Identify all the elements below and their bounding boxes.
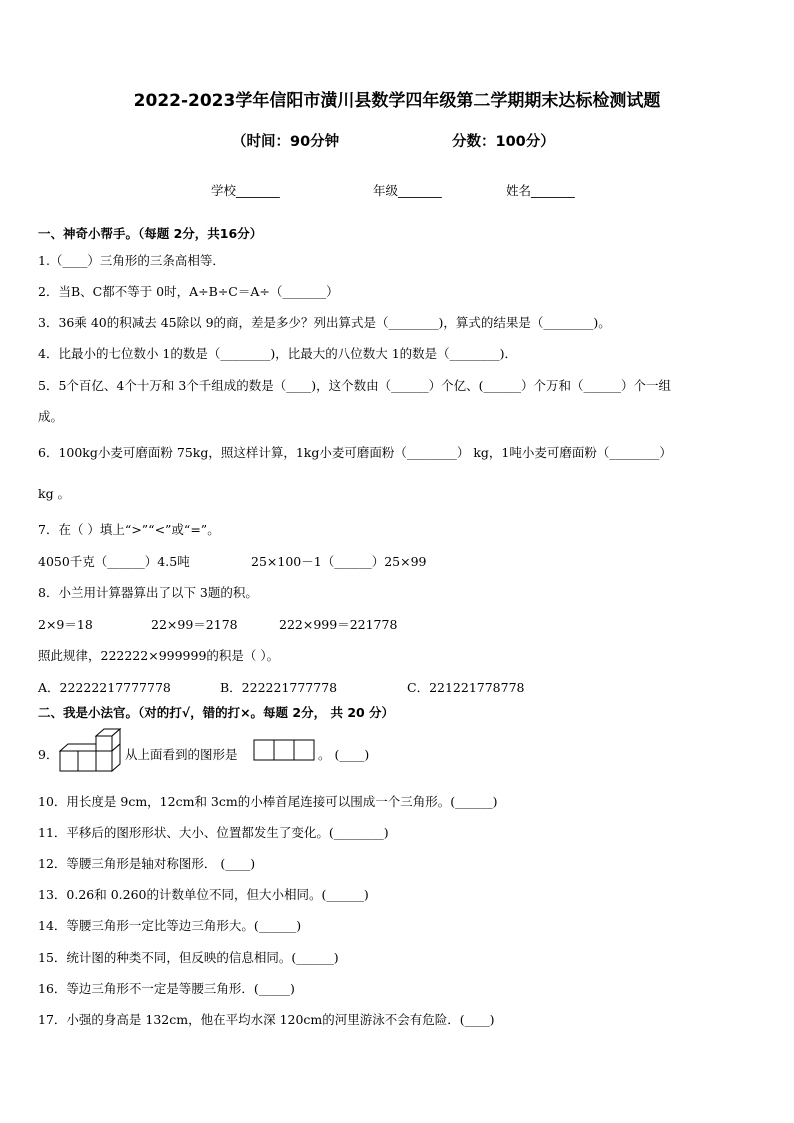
question-6-cont: kg 。: [38, 486, 71, 501]
question-8: 8．小兰用计算器算出了以下 3题的积。: [38, 585, 258, 600]
top-view-figure: [253, 739, 317, 761]
question-7-a: 4050千克（______）4.5吨: [38, 554, 190, 569]
question-6: 6．100kg小麦可磨面粉 75kg，照这样计算，1kg小麦可磨面粉（________） kg，1吨小麦可磨面粉（________）: [38, 445, 672, 460]
question-8-c: 222×999＝221778: [279, 617, 398, 632]
question-3: 3．36乘 40的积减去 45除以 9的商，差是多少？列出算式是（________)，算式的结果是（________)。: [38, 315, 611, 330]
question-8-b: 22×99＝2178: [151, 617, 238, 632]
question-9-answer: 。 (____): [318, 747, 370, 762]
question-14: 14．等腰三角形一定比等边三角形大。(______): [38, 918, 302, 933]
question-8-a: 2×9＝18: [38, 617, 93, 632]
question-8-ask: 照此规律，222222×999999的积是（ ）。: [38, 648, 280, 663]
question-1: 1.（____）三角形的三条高相等．: [38, 253, 225, 268]
question-15: 15．统计图的种类不同，但反映的信息相同。(______): [38, 950, 339, 965]
question-9-number: 9．: [38, 747, 59, 762]
question-13: 13．0.26和 0.260的计数单位不同，但大小相同。(______): [38, 887, 369, 902]
question-16: 16．等边三角形不一定是等腰三角形．(_____): [38, 981, 295, 996]
name-field[interactable]: 姓名_______: [506, 183, 575, 198]
exam-title: 2022-2023学年信阳市潢川县数学四年级第二学期期末达标检测试题: [133, 91, 661, 111]
school-field[interactable]: 学校_______: [211, 183, 280, 198]
question-5: 5．5个百亿、4个十万和 3个千组成的数是（____)，这个数由（______）个亿、(______）个万和（______）个一组: [38, 378, 672, 393]
grade-field[interactable]: 年级_______: [373, 183, 442, 198]
exam-time: （时间：90分钟: [232, 134, 340, 150]
question-5-cont: 成。: [38, 409, 64, 424]
question-7-b: 25×100－1（______）25×99: [251, 554, 427, 569]
section-2-heading: 二、我是小法官。（对的打√，错的打×。每题 2分， 共 20 分）: [38, 705, 395, 720]
question-11: 11．平移后的图形形状、大小、位置都发生了变化。(________): [38, 825, 389, 840]
cube-stack-figure: [58, 726, 124, 774]
option-b[interactable]: B．222221777778: [220, 680, 338, 695]
question-4: 4．比最小的七位数小 1的数是（________)，比最大的八位数大 1的数是（________)．: [38, 346, 518, 361]
option-a[interactable]: A．22222217777778: [38, 680, 171, 695]
question-7: 7．在（ ）填上“>”“<”或“=”。: [38, 522, 220, 537]
exam-score: 分数：100分）: [452, 134, 555, 150]
question-9-text: 从上面看到的图形是: [125, 747, 238, 762]
section-1-heading: 一、神奇小帮手。（每题 2分，共16分）: [38, 226, 263, 241]
question-10: 10．用长度是 9cm，12cm和 3cm的小棒首尾连接可以围成一个三角形。(______): [38, 794, 498, 809]
question-2: 2．当B、C都不等于 0时，A÷B÷C＝A÷（_______）: [38, 284, 339, 299]
question-12: 12．等腰三角形是轴对称图形． (____): [38, 856, 256, 871]
option-c[interactable]: C．221221778778: [407, 680, 525, 695]
question-17: 17．小强的身高是 132cm，他在平均水深 120cm的河里游泳不会有危险．(____): [38, 1012, 495, 1027]
